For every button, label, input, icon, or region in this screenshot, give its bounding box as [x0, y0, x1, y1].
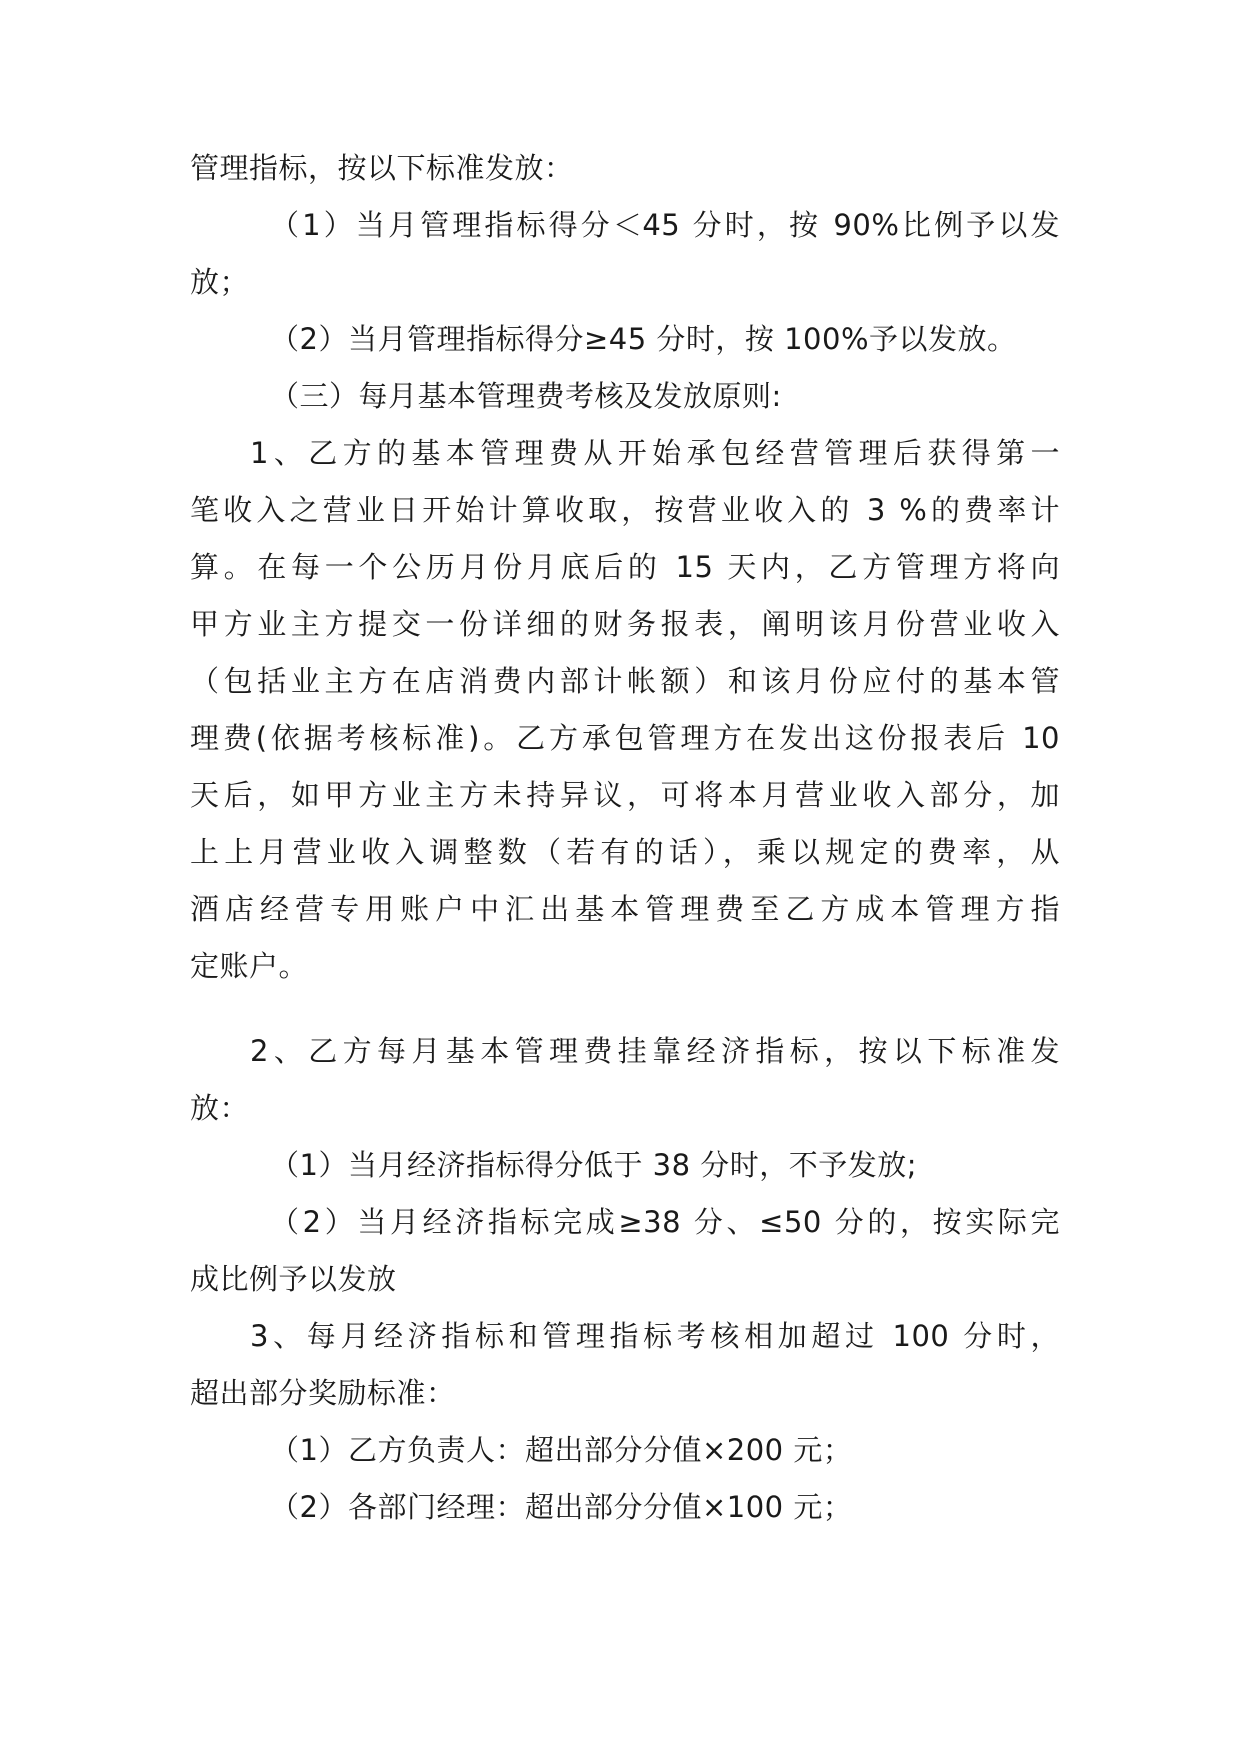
text-line: 甲方业主方提交一份详细的财务报表，阐明该月份营业收入 [190, 607, 1060, 641]
text-line: （三）每月基本管理费考核及发放原则: [270, 379, 782, 413]
text-line: 3、每月经济指标和管理指标考核相加超过 100 分时， [250, 1319, 1060, 1353]
text-line: 理费(依据考核标准)。乙方承包管理方在发出这份报表后 10 [190, 721, 1060, 755]
text-line: 放； [190, 265, 250, 299]
text-line: 定账户。 [190, 949, 309, 983]
text-line: （1）当月经济指标得分低于 38 分时，不予发放; [270, 1148, 918, 1182]
text-line: （2）各部门经理：超出部分分值×100 元； [270, 1490, 853, 1524]
text-line: 管理指标，按以下标准发放： [190, 151, 574, 185]
text-line: 天后，如甲方业主方未持异议，可将本月营业收入部分，加 [190, 778, 1060, 812]
text-line: 放： [190, 1091, 250, 1125]
text-line: 1、乙方的基本管理费从开始承包经营管理后获得第一 [250, 436, 1060, 470]
text-line: 2、乙方每月基本管理费挂靠经济指标，按以下标准发 [250, 1034, 1060, 1068]
text-line: 算。在每一个公历月份月底后的 15 天内，乙方管理方将向 [190, 550, 1060, 584]
text-line: （包括业主方在店消费内部计帐额）和该月份应付的基本管 [190, 664, 1060, 698]
text-line: 笔收入之营业日开始计算收取，按营业收入的 3 %的费率计 [190, 493, 1060, 527]
text-line: （2）当月经济指标完成≥38 分、≤50 分的，按实际完 [270, 1205, 1060, 1239]
text-line: 酒店经营专用账户中汇出基本管理费至乙方成本管理方指 [190, 892, 1060, 926]
text-line: 上上月营业收入调整数（若有的话），乘以规定的费率，从 [190, 835, 1060, 869]
text-line: （2）当月管理指标得分≥45 分时，按 100%予以发放。 [270, 322, 1017, 356]
text-line: 超出部分奖励标准： [190, 1376, 456, 1410]
text-line: 成比例予以发放 [190, 1262, 397, 1296]
text-line: （1）当月管理指标得分＜45 分时，按 90%比例予以发 [270, 208, 1060, 242]
text-line: （1）乙方负责人：超出部分分值×200 元； [270, 1433, 853, 1467]
